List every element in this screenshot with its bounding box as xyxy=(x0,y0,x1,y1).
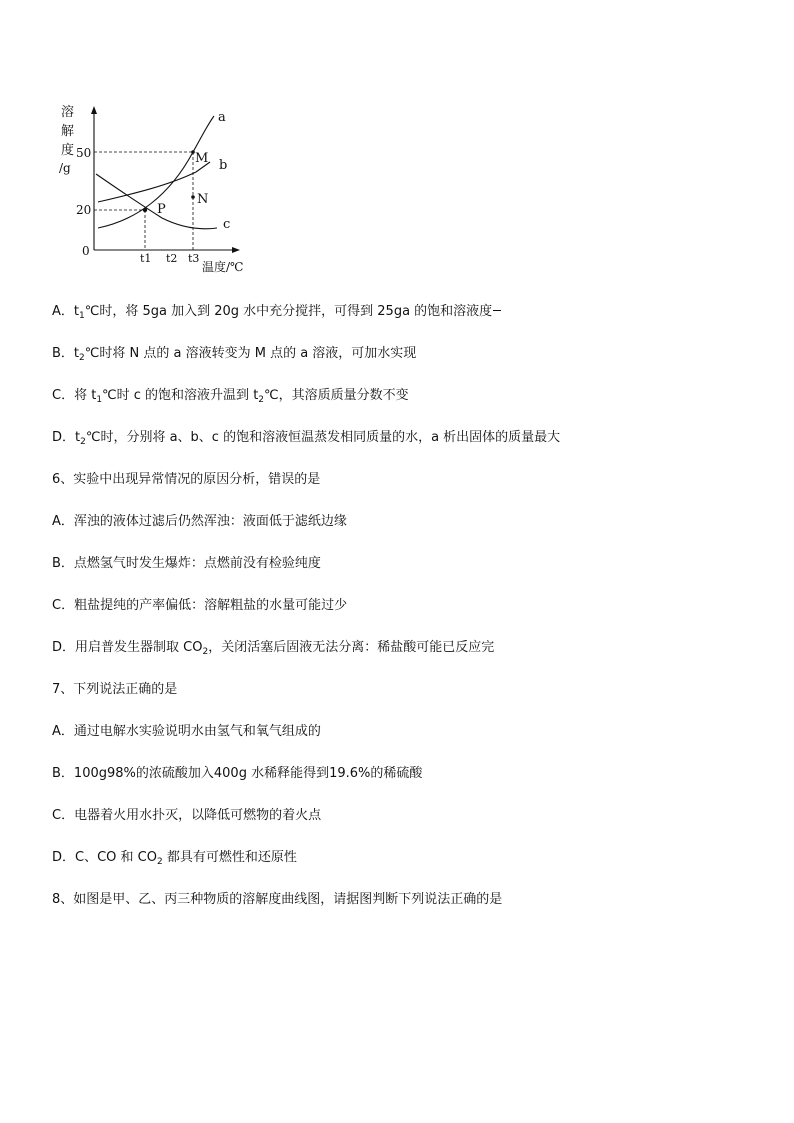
x-tick-t3: t3 xyxy=(188,252,200,265)
text-seg: 都具有可燃性和还原性 xyxy=(162,850,297,865)
y-axis-arrow xyxy=(91,106,97,114)
q6-option-b: B．点燃氢气时发生爆炸：点燃前没有检验纯度 xyxy=(52,556,321,571)
y-axis-label-2: 解 xyxy=(61,124,75,139)
text-seg: ℃时 c 的饱和溶液升温到 t xyxy=(102,388,259,403)
text-seg: D．用启普发生器制取 CO xyxy=(52,640,203,655)
q8-stem: 8、如图是甲、乙、丙三种物质的溶解度曲线图，请据图判断下列说法正确的是 xyxy=(52,892,503,907)
x-tick-t1: t1 xyxy=(140,252,152,265)
subscript: 2 xyxy=(79,353,85,363)
subscript: 2 xyxy=(202,647,209,657)
trailing-dash xyxy=(493,310,501,311)
q5-option-c xyxy=(52,387,409,409)
label-p: P xyxy=(157,202,166,217)
subscript: 1 xyxy=(96,395,103,405)
text-seg: C．将 t xyxy=(52,388,97,403)
q6-option-a: A．浑浊的液体过滤后仍然浑浊：液面低于滤纸边缘 xyxy=(52,514,347,529)
y-axis-label-3: 度 xyxy=(61,143,75,158)
point-p xyxy=(143,208,147,212)
text-seg: ，关闭活塞后固液无法分离：稀盐酸可能已反应完 xyxy=(208,640,495,655)
text-seg: B．t xyxy=(52,346,80,361)
subscript: 2 xyxy=(156,857,163,867)
subscript: 2 xyxy=(80,437,86,447)
x-tick-t2: t2 xyxy=(166,252,178,265)
label-m: M xyxy=(195,151,209,166)
q5-option-a xyxy=(52,303,501,325)
y-tick-0: 0 xyxy=(82,244,90,258)
y-tick-20: 20 xyxy=(76,203,92,217)
label-b: b xyxy=(219,158,228,173)
point-n xyxy=(191,195,195,199)
q7-option-b: B．100g98%的浓硫酸加入400g 水稀释能得到19.6%的稀硫酸 xyxy=(52,766,423,781)
text-seg: D．t xyxy=(52,430,81,445)
q5-option-b xyxy=(52,345,416,367)
q7-option-d xyxy=(52,849,297,871)
q6-option-c: C．粗盐提纯的产率偏低：溶解粗盐的水量可能过少 xyxy=(52,598,348,613)
q7-stem: 7、下列说法正确的是 xyxy=(52,682,178,697)
label-a: a xyxy=(218,110,226,125)
text-seg: ℃时，分别将 a、b、c 的饱和溶液恒温蒸发相同质量的水，a 析出固体的质量最大 xyxy=(85,430,561,445)
q7-option-c: C．电器着火用水扑灭，以降低可燃物的着火点 xyxy=(52,808,322,823)
q7-option-a: A．通过电解水实验说明水由氢气和氧气组成的 xyxy=(52,724,321,739)
y-tick-50: 50 xyxy=(76,146,92,160)
subscript: 2 xyxy=(258,395,265,405)
solubility-graph xyxy=(52,100,262,280)
q6-stem: 6、实验中出现异常情况的原因分析，错误的是 xyxy=(52,472,321,487)
label-n: N xyxy=(197,192,209,207)
text-seg: ℃时，将 5ga 加入到 20g 水中充分搅拌，可得到 25ga 的饱和溶液度 xyxy=(84,304,493,319)
x-axis-arrow xyxy=(232,247,240,253)
text-seg: ℃时将 N 点的 a 溶液转变为 M 点的 a 溶液，可加水实现 xyxy=(84,346,417,361)
subscript: 1 xyxy=(79,311,85,321)
q6-option-d xyxy=(52,639,494,661)
text-seg: ℃，其溶质质量分数不变 xyxy=(264,388,409,403)
x-axis-label: 温度/℃ xyxy=(202,260,244,274)
q5-option-d xyxy=(52,429,560,451)
label-c: c xyxy=(223,217,231,232)
y-axis-label-4: /g xyxy=(59,161,71,175)
text-seg: A．t xyxy=(52,304,79,319)
text-seg: D．C、CO 和 CO xyxy=(52,850,157,865)
y-axis-label-1: 溶 xyxy=(61,105,75,120)
